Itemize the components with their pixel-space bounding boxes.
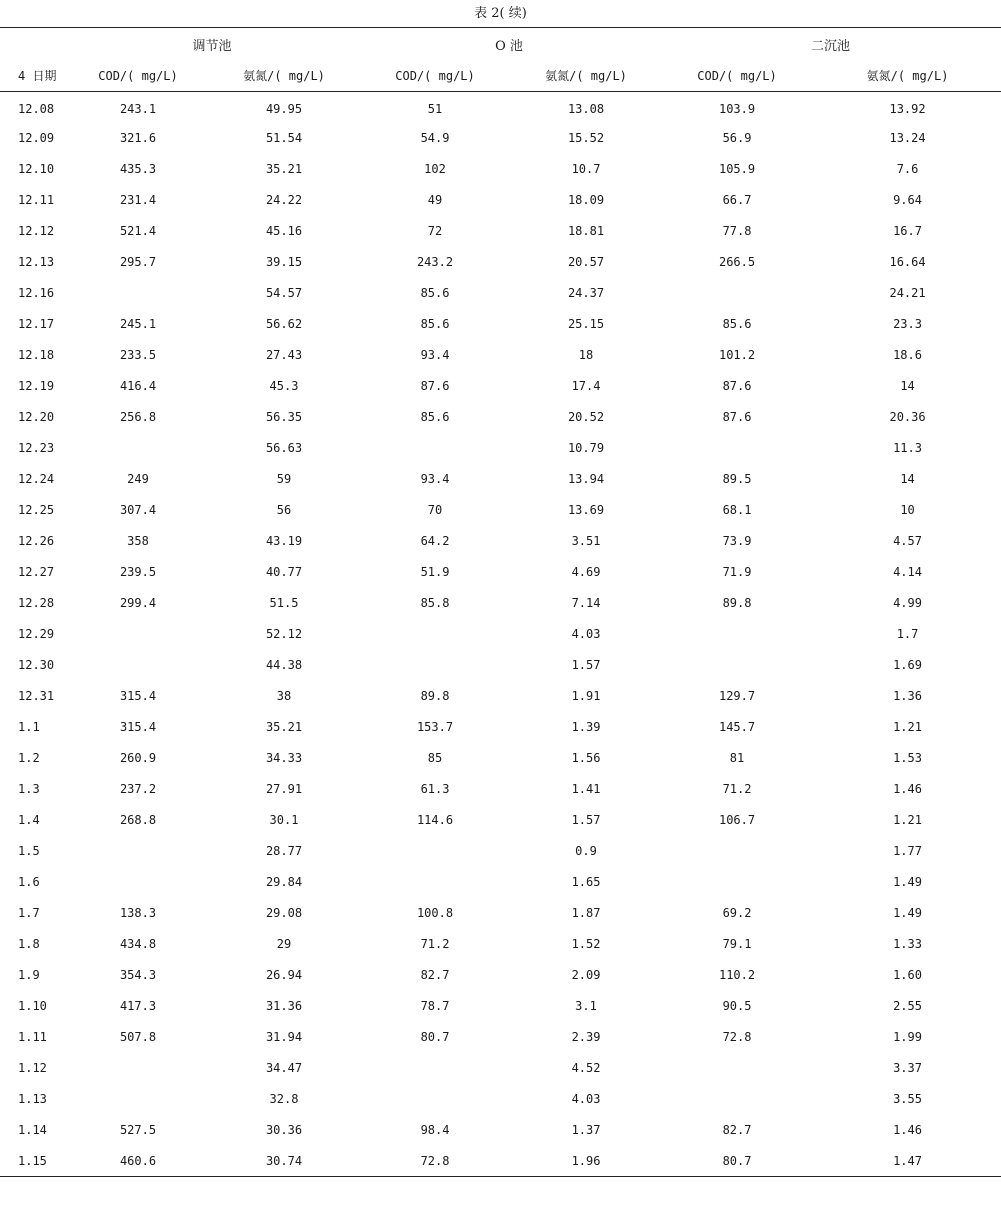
cell-o-tank-ammonia: 20.57	[567, 255, 605, 269]
cell-regulating-cod: 231.4	[119, 193, 157, 207]
cell-clarifier-ammonia: 2.55	[893, 999, 922, 1013]
cell-regulating-ammonia: 43.19	[265, 534, 303, 548]
cell-clarifier-ammonia: 16.7	[893, 224, 922, 238]
cell-o-tank-cod: 70	[427, 503, 443, 517]
cell-clarifier-cod	[660, 433, 814, 464]
cell-date: 12.31	[18, 689, 55, 703]
cell-regulating-cod: 138.3	[119, 906, 157, 920]
cell-o-tank-ammonia: 18.09	[567, 193, 605, 207]
cell-date: 12.25	[18, 503, 55, 517]
column-header-date: 4 日期	[0, 61, 66, 92]
cell-o-tank-cod: 93.4	[420, 348, 450, 362]
cell-o-tank-ammonia: 1.52	[571, 937, 601, 951]
cell-o-tank-ammonia: 1.57	[571, 658, 601, 672]
cell-clarifier-cod: 68.1	[722, 503, 752, 517]
cell-o-tank-cod: 98.4	[420, 1123, 450, 1137]
cell-date: 1.3	[18, 782, 40, 796]
cell-date: 12.20	[18, 410, 55, 424]
cell-o-tank-cod: 153.7	[416, 720, 454, 734]
cell-o-tank-cod	[358, 1053, 512, 1084]
cell-o-tank-cod: 89.8	[420, 689, 450, 703]
cell-clarifier-cod: 145.7	[718, 720, 756, 734]
cell-regulating-cod: 358	[127, 534, 149, 548]
cell-regulating-cod: 256.8	[119, 410, 157, 424]
cell-clarifier-cod: 105.9	[718, 162, 756, 176]
cell-date: 12.13	[18, 255, 55, 269]
cell-o-tank-cod: 51	[427, 102, 443, 117]
cell-regulating-cod: 435.3	[119, 162, 157, 176]
cell-date: 12.26	[18, 534, 55, 548]
cell-o-tank-ammonia: 1.41	[571, 782, 601, 796]
cell-clarifier-ammonia: 1.7	[896, 627, 919, 641]
table-row	[0, 650, 1001, 681]
cell-regulating-ammonia: 30.36	[265, 1123, 303, 1137]
cell-date: 12.18	[18, 348, 55, 362]
cell-date: 1.7	[18, 906, 40, 920]
cell-regulating-cod: 321.6	[119, 131, 157, 145]
cell-clarifier-cod: 82.7	[722, 1123, 752, 1137]
cell-clarifier-ammonia: 4.99	[893, 596, 922, 610]
cell-o-tank-ammonia: 15.52	[567, 131, 605, 145]
cell-regulating-cod: 249	[127, 472, 149, 486]
cell-clarifier-cod	[660, 1084, 814, 1115]
cell-o-tank-ammonia: 10.79	[567, 441, 605, 455]
cell-clarifier-ammonia: 1.53	[893, 751, 922, 765]
cell-regulating-cod: 416.4	[119, 379, 157, 393]
cell-o-tank-ammonia: 2.39	[571, 1030, 601, 1044]
table-row	[0, 867, 1001, 898]
cell-clarifier-cod: 110.2	[718, 968, 756, 982]
cell-regulating-cod: 315.4	[119, 689, 157, 703]
cell-regulating-ammonia: 34.33	[265, 751, 303, 765]
cell-clarifier-cod: 69.2	[722, 906, 752, 920]
cell-regulating-ammonia: 31.36	[265, 999, 303, 1013]
cell-clarifier-ammonia: 4.14	[893, 565, 922, 579]
cell-regulating-ammonia: 29	[276, 937, 292, 951]
cell-clarifier-cod	[660, 278, 814, 309]
cell-clarifier-ammonia: 14	[900, 472, 915, 486]
cell-date: 12.17	[18, 317, 55, 331]
cell-clarifier-ammonia: 23.3	[893, 317, 922, 331]
cell-clarifier-ammonia: 3.37	[893, 1061, 922, 1075]
cell-clarifier-ammonia: 3.55	[893, 1092, 922, 1106]
cell-regulating-ammonia: 45.16	[265, 224, 303, 238]
cell-clarifier-ammonia: 10	[900, 503, 915, 517]
cell-regulating-cod: 295.7	[119, 255, 157, 269]
cell-date: 1.15	[0, 1146, 66, 1177]
cell-clarifier-cod: 72.8	[722, 1030, 752, 1044]
cell-regulating-cod	[66, 1084, 210, 1115]
cell-o-tank-ammonia: 1.87	[571, 906, 601, 920]
cell-clarifier-cod: 103.9	[718, 102, 756, 117]
cell-regulating-cod	[66, 650, 210, 681]
cell-o-tank-cod: 85.6	[420, 410, 450, 424]
cell-clarifier-ammonia: 7.6	[896, 162, 919, 176]
cell-o-tank-cod: 85.6	[420, 286, 450, 300]
group-header-secondary-clarifier: 二沉池	[660, 28, 1001, 61]
table-row	[0, 154, 1001, 185]
cell-o-tank-cod: 102	[424, 162, 446, 176]
cell-date: 1.11	[18, 1030, 47, 1044]
cell-clarifier-cod: 85.6	[722, 317, 752, 331]
table-body	[0, 92, 1001, 1177]
table-row	[0, 1084, 1001, 1115]
cell-regulating-cod: 243.1	[119, 102, 157, 117]
cell-o-tank-cod: 80.7	[420, 1030, 450, 1044]
cell-date: 12.16	[18, 286, 55, 300]
table-row	[0, 929, 1001, 960]
cell-o-tank-cod: 72.8	[358, 1146, 512, 1177]
cell-clarifier-ammonia: 20.36	[889, 410, 926, 424]
cell-clarifier-cod: 106.7	[718, 813, 756, 827]
cell-date: 12.12	[18, 224, 55, 238]
cell-clarifier-ammonia: 24.21	[889, 286, 926, 300]
cell-regulating-ammonia: 26.94	[265, 968, 303, 982]
table-row	[0, 123, 1001, 154]
cell-regulating-ammonia: 28.77	[265, 844, 303, 858]
cell-o-tank-ammonia: 18.81	[567, 224, 605, 238]
table-row	[0, 1053, 1001, 1084]
cell-date: 12.30	[18, 658, 55, 672]
cell-regulating-cod: 268.8	[119, 813, 157, 827]
cell-date: 1.5	[18, 844, 40, 858]
cell-date: 12.27	[18, 565, 55, 579]
cell-regulating-ammonia: 44.38	[265, 658, 303, 672]
table-row	[0, 340, 1001, 371]
cell-date: 12.08	[18, 102, 55, 117]
cell-regulating-ammonia: 38	[276, 689, 292, 703]
cell-clarifier-cod	[660, 1053, 814, 1084]
table-row	[0, 774, 1001, 805]
cell-o-tank-ammonia: 13.94	[567, 472, 605, 486]
cell-clarifier-cod: 89.8	[722, 596, 752, 610]
table-row	[0, 92, 1001, 123]
cell-clarifier-cod: 101.2	[718, 348, 756, 362]
cell-clarifier-ammonia: 14	[900, 379, 915, 393]
cell-regulating-ammonia: 31.94	[265, 1030, 303, 1044]
cell-clarifier-cod	[660, 650, 814, 681]
cell-date: 12.19	[18, 379, 55, 393]
cell-clarifier-cod: 129.7	[718, 689, 756, 703]
cell-o-tank-ammonia: 24.37	[567, 286, 605, 300]
column-header-cod: COD/( mg/L)	[358, 61, 512, 92]
cell-clarifier-cod	[660, 867, 814, 898]
cell-o-tank-ammonia: 1.91	[571, 689, 601, 703]
cell-regulating-ammonia: 29.84	[265, 875, 303, 889]
group-header-empty	[0, 28, 66, 61]
cell-o-tank-cod: 87.6	[420, 379, 450, 393]
cell-o-tank-cod: 54.9	[420, 131, 450, 145]
cell-o-tank-cod: 93.4	[420, 472, 450, 486]
cell-o-tank-ammonia: 4.52	[571, 1061, 601, 1075]
cell-regulating-cod: 299.4	[119, 596, 157, 610]
cell-regulating-cod: 417.3	[119, 999, 157, 1013]
cell-clarifier-ammonia: 4.57	[893, 534, 922, 548]
cell-o-tank-ammonia: 1.96	[512, 1146, 660, 1177]
cell-regulating-ammonia: 49.95	[265, 102, 303, 117]
cell-o-tank-ammonia: 4.69	[571, 565, 601, 579]
cell-date: 1.8	[18, 937, 40, 951]
cell-clarifier-cod: 87.6	[722, 379, 752, 393]
table-row	[0, 1022, 1001, 1053]
cell-regulating-cod: 315.4	[119, 720, 157, 734]
cell-regulating-ammonia: 32.8	[269, 1092, 299, 1106]
cell-clarifier-ammonia: 1.21	[893, 720, 922, 734]
cell-o-tank-cod: 78.7	[420, 999, 450, 1013]
cell-clarifier-ammonia: 1.69	[893, 658, 922, 672]
group-header-row	[0, 28, 1001, 61]
cell-clarifier-ammonia: 1.49	[893, 906, 922, 920]
cell-clarifier-cod	[660, 836, 814, 867]
cell-o-tank-cod	[358, 650, 512, 681]
cell-o-tank-ammonia: 0.9	[575, 844, 597, 858]
cell-o-tank-ammonia: 3.1	[575, 999, 597, 1013]
cell-date: 12.11	[18, 193, 55, 207]
cell-regulating-cod: 434.8	[119, 937, 157, 951]
cell-clarifier-ammonia: 1.21	[893, 813, 922, 827]
cell-date: 12.28	[18, 596, 55, 610]
cell-date: 1.2	[18, 751, 40, 765]
cell-o-tank-ammonia: 2.09	[571, 968, 601, 982]
cell-date: 12.23	[18, 441, 55, 455]
cell-o-tank-ammonia: 25.15	[567, 317, 605, 331]
cell-regulating-ammonia: 24.22	[265, 193, 303, 207]
cell-o-tank-ammonia: 4.03	[571, 627, 601, 641]
cell-regulating-cod: 307.4	[119, 503, 157, 517]
table-row	[0, 278, 1001, 309]
cell-clarifier-ammonia: 1.46	[893, 782, 922, 796]
cell-regulating-cod: 354.3	[119, 968, 157, 982]
cell-clarifier-ammonia: 18.6	[893, 348, 922, 362]
cell-clarifier-cod: 71.9	[722, 565, 752, 579]
column-header-cod: COD/( mg/L)	[66, 61, 210, 92]
cell-o-tank-ammonia: 13.08	[567, 102, 605, 117]
column-header-ammonia: 氨氮/( mg/L)	[814, 61, 1001, 92]
cell-date: 1.4	[18, 813, 40, 827]
cell-regulating-cod	[66, 278, 210, 309]
cell-o-tank-cod: 71.2	[420, 937, 450, 951]
table-row	[0, 495, 1001, 526]
cell-o-tank-ammonia: 1.65	[571, 875, 601, 889]
cell-date: 1.1	[18, 720, 40, 734]
cell-o-tank-ammonia: 18	[578, 348, 594, 362]
cell-date: 12.09	[18, 131, 55, 145]
cell-o-tank-cod: 114.6	[416, 813, 454, 827]
cell-regulating-ammonia: 56.63	[265, 441, 303, 455]
cell-regulating-ammonia: 56.62	[265, 317, 303, 331]
table-row	[0, 898, 1001, 929]
table-row	[0, 1115, 1001, 1146]
table-row	[0, 557, 1001, 588]
cell-regulating-ammonia: 35.21	[265, 720, 303, 734]
cell-clarifier-ammonia: 11.3	[893, 441, 922, 455]
column-header-row	[0, 61, 1001, 92]
cell-o-tank-cod: 100.8	[416, 906, 454, 920]
cell-o-tank-cod	[358, 867, 512, 898]
table-row	[0, 185, 1001, 216]
cell-regulating-ammonia: 56.35	[265, 410, 303, 424]
table-row	[0, 402, 1001, 433]
cell-clarifier-ammonia: 9.64	[893, 193, 922, 207]
cell-o-tank-cod: 49	[427, 193, 443, 207]
cell-clarifier-ammonia: 1.36	[893, 689, 922, 703]
group-header-o-tank: O 池	[358, 28, 660, 61]
cell-clarifier-cod: 80.7	[660, 1146, 814, 1177]
cell-regulating-ammonia: 27.43	[265, 348, 303, 362]
cell-o-tank-cod: 85.6	[420, 317, 450, 331]
cell-clarifier-cod: 56.9	[722, 131, 752, 145]
cell-date: 12.29	[18, 627, 55, 641]
cell-regulating-ammonia: 40.77	[265, 565, 303, 579]
cell-o-tank-cod: 82.7	[420, 968, 450, 982]
table-row	[0, 526, 1001, 557]
cell-o-tank-ammonia: 7.14	[571, 596, 601, 610]
cell-clarifier-ammonia: 16.64	[889, 255, 926, 269]
cell-regulating-cod: 245.1	[119, 317, 157, 331]
cell-regulating-cod	[66, 836, 210, 867]
cell-regulating-ammonia: 59	[276, 472, 292, 486]
table-row	[0, 619, 1001, 650]
table-row	[0, 743, 1001, 774]
cell-date: 12.24	[18, 472, 55, 486]
cell-regulating-cod	[66, 619, 210, 650]
cell-o-tank-cod	[358, 836, 512, 867]
table-row	[0, 805, 1001, 836]
cell-regulating-ammonia: 56	[276, 503, 292, 517]
cell-o-tank-ammonia: 17.4	[571, 379, 601, 393]
cell-clarifier-ammonia: 1.99	[893, 1030, 922, 1044]
cell-clarifier-cod: 66.7	[722, 193, 752, 207]
table-row	[0, 588, 1001, 619]
column-header-cod: COD/( mg/L)	[660, 61, 814, 92]
cell-o-tank-cod: 64.2	[420, 534, 450, 548]
cell-o-tank-cod: 51.9	[420, 565, 450, 579]
cell-regulating-ammonia: 51.54	[265, 131, 303, 145]
cell-regulating-ammonia: 51.5	[269, 596, 299, 610]
cell-regulating-cod	[66, 867, 210, 898]
cell-o-tank-cod: 61.3	[420, 782, 450, 796]
cell-o-tank-cod	[358, 1084, 512, 1115]
cell-o-tank-ammonia: 3.51	[571, 534, 601, 548]
cell-clarifier-ammonia: 1.46	[893, 1123, 922, 1137]
cell-clarifier-cod: 90.5	[722, 999, 752, 1013]
cell-regulating-cod: 239.5	[119, 565, 157, 579]
cell-o-tank-ammonia: 13.69	[567, 503, 605, 517]
cell-regulating-ammonia: 30.74	[210, 1146, 358, 1177]
cell-o-tank-ammonia: 10.7	[571, 162, 601, 176]
cell-clarifier-ammonia: 1.77	[893, 844, 922, 858]
cell-clarifier-ammonia: 1.47	[814, 1146, 1001, 1177]
cell-regulating-cod	[66, 433, 210, 464]
table-row	[0, 681, 1001, 712]
group-header-regulating-tank: 调节池	[66, 28, 358, 61]
cell-o-tank-ammonia: 1.56	[571, 751, 601, 765]
cell-clarifier-ammonia: 1.33	[893, 937, 922, 951]
cell-date: 1.9	[18, 968, 40, 982]
column-header-ammonia: 氨氮/( mg/L)	[210, 61, 358, 92]
cell-regulating-ammonia: 27.91	[265, 782, 303, 796]
cell-clarifier-cod: 73.9	[722, 534, 752, 548]
cell-date: 12.10	[18, 162, 55, 176]
cell-regulating-ammonia: 35.21	[265, 162, 303, 176]
cell-clarifier-cod: 77.8	[722, 224, 752, 238]
data-table	[0, 27, 1001, 1177]
cell-o-tank-cod	[358, 433, 512, 464]
column-header-ammonia: 氨氮/( mg/L)	[512, 61, 660, 92]
cell-clarifier-ammonia: 1.49	[893, 875, 922, 889]
table-row	[0, 1146, 1001, 1177]
cell-regulating-cod: 233.5	[119, 348, 157, 362]
cell-date: 1.14	[18, 1123, 47, 1137]
cell-o-tank-cod: 85.8	[420, 596, 450, 610]
cell-clarifier-ammonia: 1.60	[893, 968, 922, 982]
cell-regulating-cod: 260.9	[119, 751, 157, 765]
cell-regulating-ammonia: 39.15	[265, 255, 303, 269]
cell-regulating-cod: 460.6	[66, 1146, 210, 1177]
cell-regulating-cod: 507.8	[119, 1030, 157, 1044]
cell-date: 1.10	[18, 999, 47, 1013]
table-row	[0, 309, 1001, 340]
cell-o-tank-cod: 243.2	[416, 255, 454, 269]
cell-o-tank-ammonia: 1.57	[571, 813, 601, 827]
cell-regulating-ammonia: 52.12	[265, 627, 303, 641]
cell-clarifier-ammonia: 13.92	[889, 102, 926, 117]
cell-regulating-cod: 237.2	[119, 782, 157, 796]
cell-o-tank-ammonia: 20.52	[567, 410, 605, 424]
cell-clarifier-cod: 266.5	[718, 255, 756, 269]
cell-date: 1.13	[18, 1092, 47, 1106]
cell-regulating-ammonia: 34.47	[265, 1061, 303, 1075]
cell-clarifier-cod	[660, 619, 814, 650]
table-row	[0, 247, 1001, 278]
table-row	[0, 712, 1001, 743]
cell-regulating-ammonia: 30.1	[269, 813, 299, 827]
cell-clarifier-cod: 79.1	[722, 937, 752, 951]
cell-clarifier-cod: 71.2	[722, 782, 752, 796]
cell-clarifier-cod: 89.5	[722, 472, 752, 486]
table-row	[0, 371, 1001, 402]
cell-o-tank-ammonia: 4.03	[571, 1092, 601, 1106]
table-row	[0, 991, 1001, 1022]
cell-regulating-ammonia: 29.08	[265, 906, 303, 920]
cell-clarifier-ammonia: 13.24	[889, 131, 926, 145]
table-row	[0, 960, 1001, 991]
cell-regulating-cod: 521.4	[119, 224, 157, 238]
table-row	[0, 836, 1001, 867]
table-caption: 表 2( 续)	[474, 6, 527, 21]
cell-clarifier-cod: 87.6	[722, 410, 752, 424]
cell-o-tank-cod: 85	[427, 751, 443, 765]
table-row	[0, 433, 1001, 464]
cell-o-tank-ammonia: 1.37	[571, 1123, 601, 1137]
table-row	[0, 216, 1001, 247]
cell-date: 1.12	[18, 1061, 47, 1075]
cell-o-tank-cod	[358, 619, 512, 650]
cell-o-tank-ammonia: 1.39	[571, 720, 601, 734]
cell-regulating-cod: 527.5	[119, 1123, 157, 1137]
cell-regulating-cod	[66, 1053, 210, 1084]
cell-regulating-ammonia: 54.57	[265, 286, 303, 300]
cell-o-tank-cod: 72	[427, 224, 443, 238]
cell-date: 1.6	[18, 875, 40, 889]
table-row	[0, 464, 1001, 495]
cell-regulating-ammonia: 45.3	[269, 379, 299, 393]
cell-clarifier-cod: 81	[729, 751, 745, 765]
